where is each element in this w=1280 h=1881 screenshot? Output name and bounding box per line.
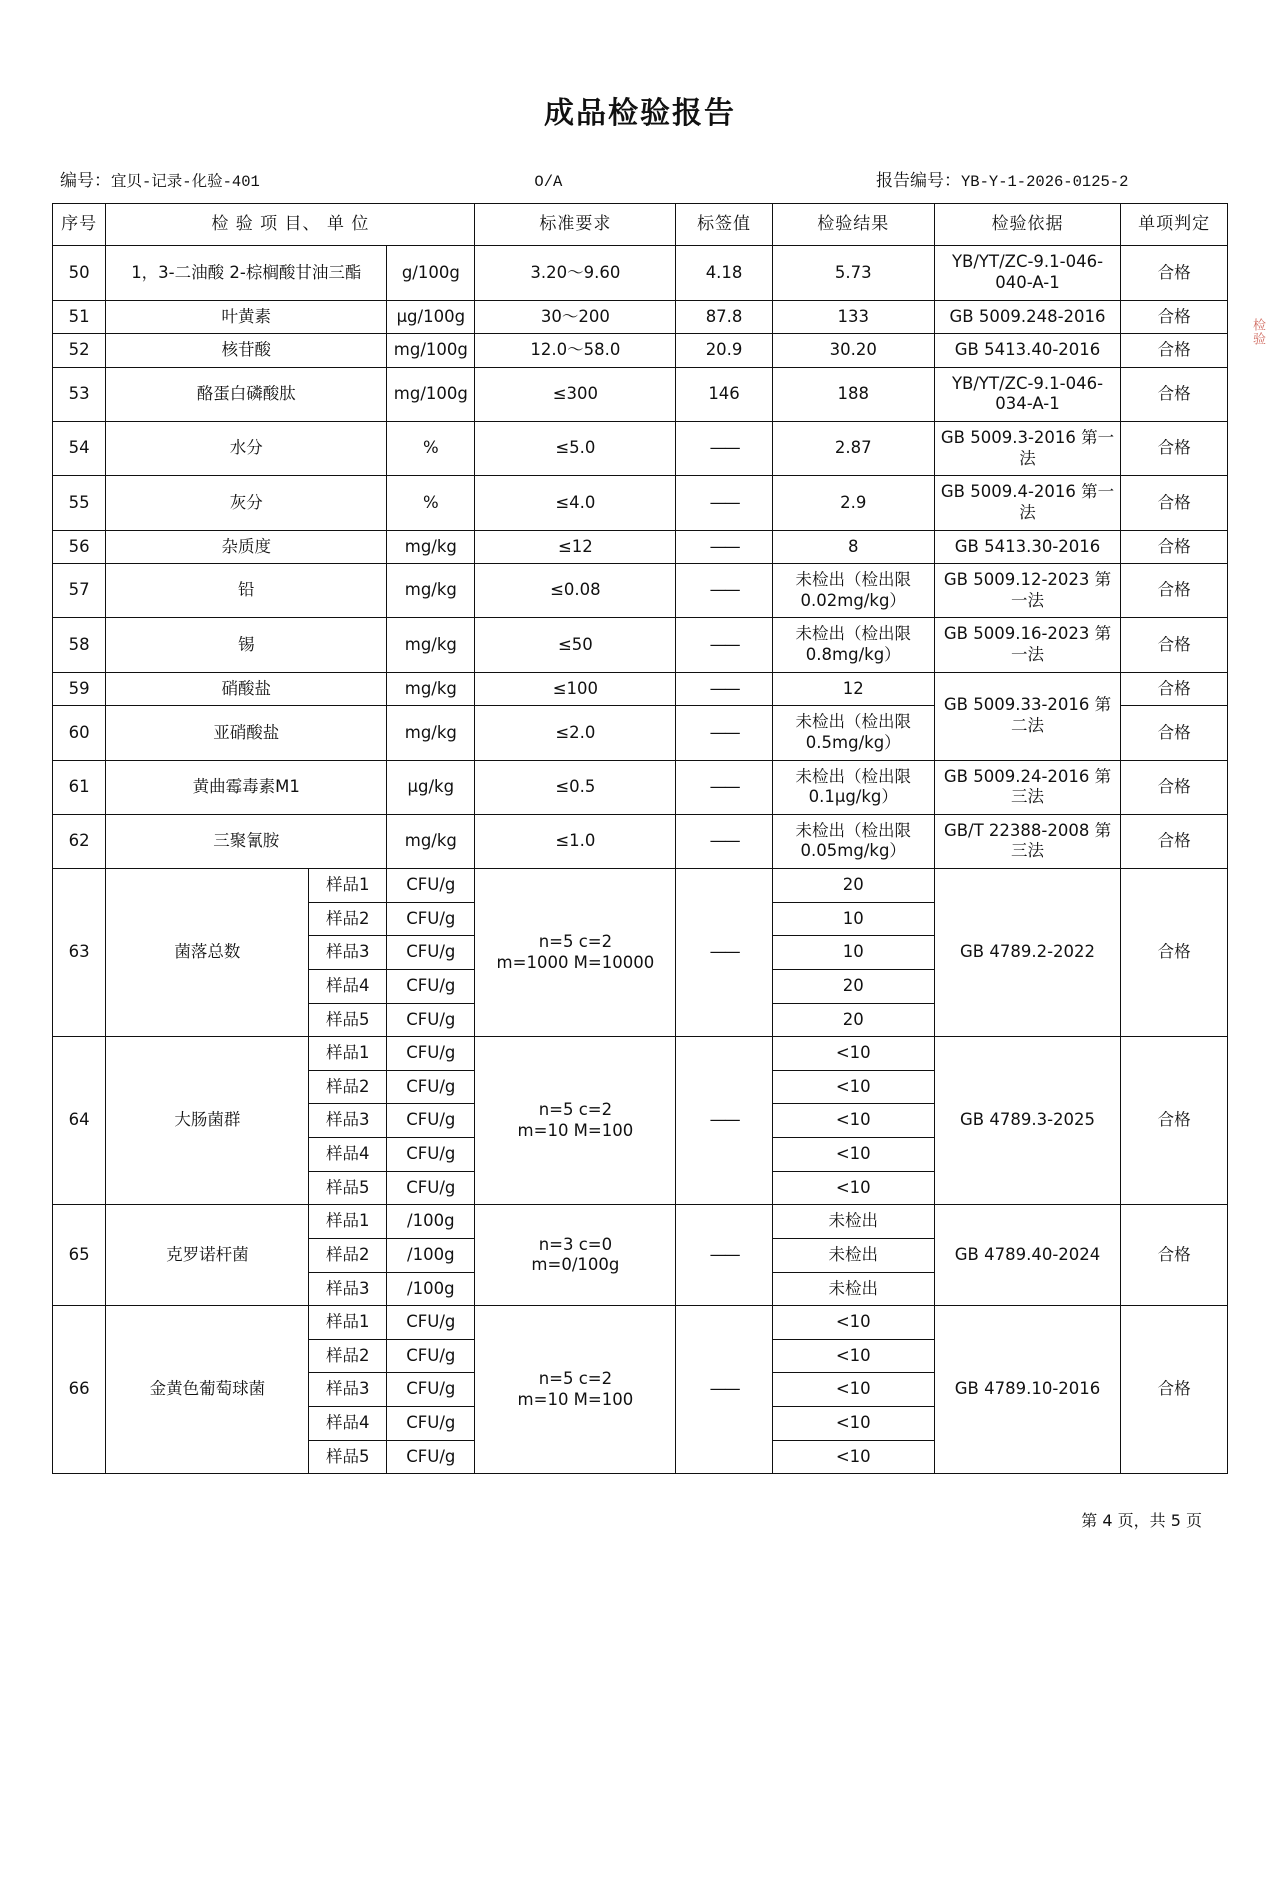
- cell-verdict: 合格: [1121, 422, 1228, 476]
- meta-version: O/A: [534, 173, 563, 191]
- cell-seq: 61: [53, 760, 106, 814]
- cell-unit: mg/kg: [387, 814, 475, 868]
- cell-result: 30.20: [772, 334, 934, 368]
- cell-result: 未检出（检出限0.8mg/kg）: [772, 618, 934, 672]
- table-row: [53, 300, 1228, 334]
- cell-result: <10: [772, 1339, 934, 1373]
- cell-basis: GB 5413.30-2016: [934, 530, 1121, 564]
- cell-unit: CFU/g: [387, 1104, 475, 1138]
- table-header-row: [53, 204, 1228, 246]
- cell-basis: GB 4789.10-2016: [934, 1306, 1121, 1474]
- cell-seq: 58: [53, 618, 106, 672]
- cell-sample-label: 样品3: [309, 1104, 387, 1138]
- cell-item-name: 大肠菌群: [106, 1037, 309, 1205]
- cell-unit: CFU/g: [387, 969, 475, 1003]
- cell-seq: 50: [53, 246, 106, 300]
- table-row: [53, 564, 1228, 618]
- cell-label-value: ——: [676, 814, 772, 868]
- header-label-value: 标签值: [676, 204, 772, 246]
- cell-label-value: 146: [676, 367, 772, 421]
- table-row: [53, 1205, 1228, 1239]
- cell-label-value: 20.9: [676, 334, 772, 368]
- cell-standard: ≤300: [475, 367, 676, 421]
- cell-result: <10: [772, 1440, 934, 1474]
- cell-sample-label: 样品1: [309, 1205, 387, 1239]
- cell-verdict: 合格: [1121, 814, 1228, 868]
- cell-item-name: 克罗诺杆菌: [106, 1205, 309, 1306]
- cell-result: 未检出（检出限0.05mg/kg）: [772, 814, 934, 868]
- cell-result: <10: [772, 1138, 934, 1172]
- page-title: 成品检验报告: [544, 96, 736, 131]
- cell-result: 未检出: [772, 1205, 934, 1239]
- cell-verdict: 合格: [1121, 334, 1228, 368]
- cell-unit: μg/100g: [387, 300, 475, 334]
- cell-result: 188: [772, 367, 934, 421]
- cell-result: 2.87: [772, 422, 934, 476]
- table-row: [53, 530, 1228, 564]
- cell-item-name: 1，3-二油酸 2-棕榈酸甘油三酯: [106, 246, 387, 300]
- cell-standard: ≤50: [475, 618, 676, 672]
- meta-report-no: [836, 166, 1220, 191]
- cell-verdict: 合格: [1121, 869, 1228, 1037]
- table-row: [53, 869, 1228, 903]
- cell-standard: 30～200: [475, 300, 676, 334]
- cell-basis: GB 5009.4-2016 第一法: [934, 476, 1121, 530]
- cell-result: 12: [772, 672, 934, 706]
- cell-unit: CFU/g: [387, 1373, 475, 1407]
- cell-standard: [475, 1037, 676, 1205]
- cell-standard: 12.0～58.0: [475, 334, 676, 368]
- cell-standard: [475, 869, 676, 1037]
- cell-basis: GB 5009.24-2016 第三法: [934, 760, 1121, 814]
- table-row: [53, 814, 1228, 868]
- table-row: [53, 618, 1228, 672]
- standard-line-2: m=0/100g: [531, 1255, 620, 1275]
- cell-item-name: 酪蛋白磷酸肽: [106, 367, 387, 421]
- cell-seq: 51: [53, 300, 106, 334]
- cell-standard: ≤2.0: [475, 706, 676, 760]
- cell-item-name: 叶黄素: [106, 300, 387, 334]
- cell-unit: mg/kg: [387, 618, 475, 672]
- cell-item-name: 三聚氰胺: [106, 814, 387, 868]
- cell-basis: GB 5413.40-2016: [934, 334, 1121, 368]
- cell-item-name: 亚硝酸盐: [106, 706, 387, 760]
- cell-unit: mg/kg: [387, 564, 475, 618]
- cell-sample-label: 样品5: [309, 1003, 387, 1037]
- cell-label-value: 87.8: [676, 300, 772, 334]
- cell-basis: GB 5009.12-2023 第一法: [934, 564, 1121, 618]
- standard-line-2: m=10 M=100: [517, 1120, 634, 1140]
- cell-standard: ≤0.5: [475, 760, 676, 814]
- cell-verdict: 合格: [1121, 618, 1228, 672]
- cell-result: 20: [772, 869, 934, 903]
- cell-basis: GB 5009.3-2016 第一法: [934, 422, 1121, 476]
- cell-sample-label: 样品5: [309, 1440, 387, 1474]
- document-meta: [60, 166, 1220, 191]
- meta-code: [60, 166, 512, 191]
- cell-item-name: 菌落总数: [106, 869, 309, 1037]
- cell-unit: /100g: [387, 1205, 475, 1239]
- cell-sample-label: 样品3: [309, 1272, 387, 1306]
- cell-result: 8: [772, 530, 934, 564]
- cell-unit: mg/kg: [387, 706, 475, 760]
- cell-unit: CFU/g: [387, 902, 475, 936]
- cell-item-name: 核苷酸: [106, 334, 387, 368]
- cell-sample-label: 样品2: [309, 1339, 387, 1373]
- cell-item-name: 硝酸盐: [106, 672, 387, 706]
- cell-item-name: 黄曲霉毒素M1: [106, 760, 387, 814]
- cell-result: 未检出（检出限0.02mg/kg）: [772, 564, 934, 618]
- cell-label-value: 4.18: [676, 246, 772, 300]
- cell-item-name: 水分: [106, 422, 387, 476]
- cell-basis: GB 5009.248-2016: [934, 300, 1121, 334]
- cell-item-name: 杂质度: [106, 530, 387, 564]
- table-row: [53, 246, 1228, 300]
- side-margin-mark: 检验: [1251, 318, 1266, 346]
- cell-seq: 56: [53, 530, 106, 564]
- cell-unit: CFU/g: [387, 1070, 475, 1104]
- cell-seq: 62: [53, 814, 106, 868]
- cell-result: <10: [772, 1373, 934, 1407]
- cell-standard: [475, 1306, 676, 1474]
- cell-seq: 60: [53, 706, 106, 760]
- cell-unit: %: [387, 422, 475, 476]
- cell-result: 5.73: [772, 246, 934, 300]
- cell-sample-label: 样品4: [309, 969, 387, 1003]
- page-footer: 第 4 页，共 5 页: [1081, 1511, 1202, 1531]
- cell-item-name: 灰分: [106, 476, 387, 530]
- cell-result: <10: [772, 1104, 934, 1138]
- cell-label-value: ——: [676, 530, 772, 564]
- cell-sample-label: 样品2: [309, 902, 387, 936]
- cell-result: 20: [772, 969, 934, 1003]
- cell-standard: 3.20～9.60: [475, 246, 676, 300]
- cell-result: <10: [772, 1037, 934, 1071]
- cell-result: <10: [772, 1407, 934, 1441]
- header-result: 检验结果: [772, 204, 934, 246]
- cell-label-value: ——: [676, 672, 772, 706]
- cell-label-value: ——: [676, 476, 772, 530]
- cell-verdict: 合格: [1121, 564, 1228, 618]
- cell-unit: CFU/g: [387, 869, 475, 903]
- meta-code-label: 编号：: [60, 171, 111, 191]
- cell-basis: YB/YT/ZC-9.1-046-034-A-1: [934, 367, 1121, 421]
- cell-verdict: 合格: [1121, 1306, 1228, 1474]
- cell-basis: GB 4789.3-2025: [934, 1037, 1121, 1205]
- cell-verdict: 合格: [1121, 246, 1228, 300]
- cell-seq: 54: [53, 422, 106, 476]
- cell-basis: YB/YT/ZC-9.1-046-040-A-1: [934, 246, 1121, 300]
- cell-standard: ≤1.0: [475, 814, 676, 868]
- standard-line-1: n=5 c=2: [538, 1100, 613, 1120]
- table-row: [53, 1037, 1228, 1071]
- cell-label-value: ——: [676, 618, 772, 672]
- cell-sample-label: 样品4: [309, 1138, 387, 1172]
- cell-unit: mg/100g: [387, 334, 475, 368]
- cell-label-value: ——: [676, 706, 772, 760]
- cell-sample-label: 样品1: [309, 1037, 387, 1071]
- cell-unit: CFU/g: [387, 1306, 475, 1340]
- cell-seq: 66: [53, 1306, 106, 1474]
- standard-line-1: n=5 c=2: [538, 931, 613, 951]
- cell-seq: 63: [53, 869, 106, 1037]
- cell-unit: CFU/g: [387, 936, 475, 970]
- cell-item-name: 金黄色葡萄球菌: [106, 1306, 309, 1474]
- cell-result: 20: [772, 1003, 934, 1037]
- cell-unit: /100g: [387, 1238, 475, 1272]
- cell-standard: ≤4.0: [475, 476, 676, 530]
- cell-label-value: ——: [676, 1306, 772, 1474]
- cell-unit: CFU/g: [387, 1339, 475, 1373]
- cell-basis: GB 5009.16-2023 第一法: [934, 618, 1121, 672]
- cell-basis: GB 4789.40-2024: [934, 1205, 1121, 1306]
- meta-code-value: 宜贝-记录-化验-401: [111, 173, 260, 191]
- header-standard: 标准要求: [475, 204, 676, 246]
- cell-unit: CFU/g: [387, 1037, 475, 1071]
- cell-verdict: 合格: [1121, 1037, 1228, 1205]
- cell-result: 未检出（检出限0.1μg/kg）: [772, 760, 934, 814]
- meta-report-no-label: 报告编号：: [875, 171, 961, 191]
- standard-line-2: m=1000 M=10000: [496, 952, 655, 972]
- cell-unit: CFU/g: [387, 1440, 475, 1474]
- cell-verdict: 合格: [1121, 672, 1228, 706]
- cell-result: 10: [772, 936, 934, 970]
- cell-result: 未检出: [772, 1272, 934, 1306]
- cell-item-name: 锡: [106, 618, 387, 672]
- cell-result: <10: [772, 1306, 934, 1340]
- cell-unit: %: [387, 476, 475, 530]
- cell-label-value: ——: [676, 422, 772, 476]
- cell-basis: GB 4789.2-2022: [934, 869, 1121, 1037]
- cell-label-value: ——: [676, 564, 772, 618]
- cell-unit: mg/kg: [387, 530, 475, 564]
- cell-label-value: ——: [676, 869, 772, 1037]
- cell-sample-label: 样品3: [309, 1373, 387, 1407]
- header-basis: 检验依据: [934, 204, 1121, 246]
- cell-result: 未检出: [772, 1238, 934, 1272]
- cell-label-value: ——: [676, 1037, 772, 1205]
- cell-unit: CFU/g: [387, 1003, 475, 1037]
- cell-unit: CFU/g: [387, 1171, 475, 1205]
- cell-basis: GB/T 22388-2008 第三法: [934, 814, 1121, 868]
- cell-result: 2.9: [772, 476, 934, 530]
- cell-verdict: 合格: [1121, 760, 1228, 814]
- standard-line-1: n=3 c=0: [538, 1234, 613, 1254]
- cell-result: 133: [772, 300, 934, 334]
- cell-standard: ≤5.0: [475, 422, 676, 476]
- cell-verdict: 合格: [1121, 367, 1228, 421]
- cell-sample-label: 样品3: [309, 936, 387, 970]
- cell-label-value: ——: [676, 760, 772, 814]
- cell-unit: CFU/g: [387, 1407, 475, 1441]
- cell-unit: g/100g: [387, 246, 475, 300]
- cell-standard: [475, 1205, 676, 1306]
- cell-verdict: 合格: [1121, 300, 1228, 334]
- cell-verdict: 合格: [1121, 476, 1228, 530]
- cell-result: 10: [772, 902, 934, 936]
- cell-unit: μg/kg: [387, 760, 475, 814]
- meta-report-no-value: YB-Y-1-2026-0125-2: [960, 173, 1129, 191]
- table-row: [53, 1306, 1228, 1340]
- header-item-unit: 检 验 项 目、 单 位: [106, 204, 475, 246]
- standard-line-2: m=10 M=100: [517, 1389, 634, 1409]
- cell-verdict: 合格: [1121, 706, 1228, 760]
- cell-seq: 59: [53, 672, 106, 706]
- cell-unit: CFU/g: [387, 1138, 475, 1172]
- cell-seq: 52: [53, 334, 106, 368]
- table-row: [53, 672, 1228, 706]
- cell-seq: 53: [53, 367, 106, 421]
- table-row: [53, 760, 1228, 814]
- table-row: [53, 334, 1228, 368]
- header-seq: 序号: [53, 204, 106, 246]
- cell-seq: 57: [53, 564, 106, 618]
- standard-line-1: n=5 c=2: [538, 1369, 613, 1389]
- cell-label-value: ——: [676, 1205, 772, 1306]
- cell-verdict: 合格: [1121, 1205, 1228, 1306]
- cell-sample-label: 样品1: [309, 1306, 387, 1340]
- table-row: [53, 422, 1228, 476]
- cell-result: <10: [772, 1171, 934, 1205]
- cell-sample-label: 样品2: [309, 1238, 387, 1272]
- cell-unit: /100g: [387, 1272, 475, 1306]
- cell-unit: mg/kg: [387, 672, 475, 706]
- cell-seq: 64: [53, 1037, 106, 1205]
- cell-seq: 65: [53, 1205, 106, 1306]
- cell-seq: 55: [53, 476, 106, 530]
- inspection-table: [52, 203, 1228, 1474]
- cell-standard: ≤0.08: [475, 564, 676, 618]
- cell-result: <10: [772, 1070, 934, 1104]
- cell-sample-label: 样品1: [309, 869, 387, 903]
- cell-verdict: 合格: [1121, 530, 1228, 564]
- table-row: [53, 476, 1228, 530]
- cell-result: 未检出（检出限0.5mg/kg）: [772, 706, 934, 760]
- cell-unit: mg/100g: [387, 367, 475, 421]
- cell-item-name: 铅: [106, 564, 387, 618]
- cell-sample-label: 样品5: [309, 1171, 387, 1205]
- cell-sample-label: 样品2: [309, 1070, 387, 1104]
- header-verdict: 单项判定: [1121, 204, 1228, 246]
- cell-basis: GB 5009.33-2016 第二法: [934, 672, 1121, 760]
- table-row: [53, 367, 1228, 421]
- cell-standard: ≤12: [475, 530, 676, 564]
- cell-standard: ≤100: [475, 672, 676, 706]
- cell-sample-label: 样品4: [309, 1407, 387, 1441]
